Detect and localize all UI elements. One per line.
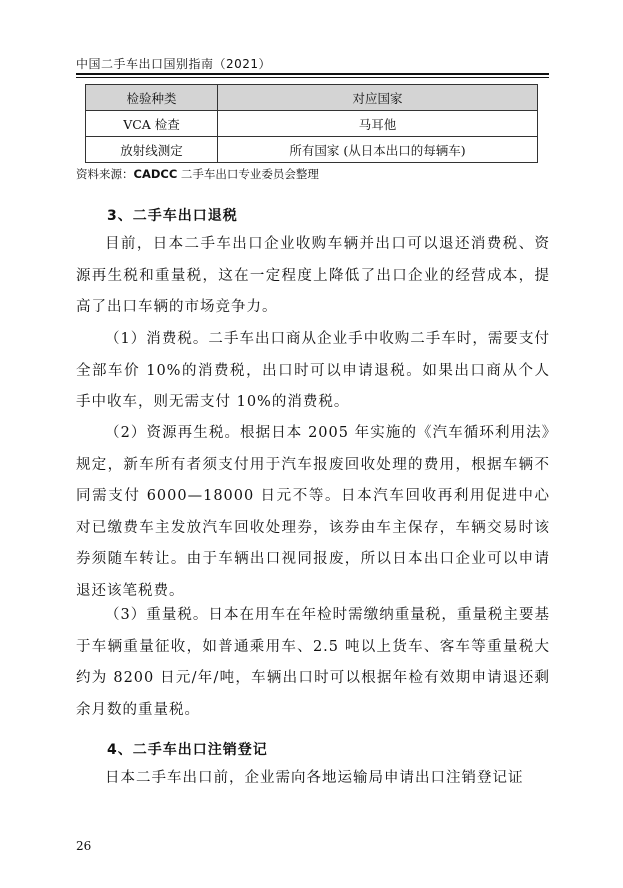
source-org: CADCC	[133, 167, 178, 181]
table-header-cell: 对应国家	[218, 85, 538, 111]
table-cell: VCA 检查	[86, 111, 218, 137]
header-rule-thick	[76, 73, 549, 75]
section-3-paragraph-recycling-tax: （2）资源再生税。根据日本 2005 年实施的《汽车循环利用法》规定，新车所有者须支付用于汽车报废回收处理的费用，根据车辆不同需支付 6000—18000 日元不等。日本汽车回收再利用促进中心对已缴费车主发放汽车回收处理券，该券由车主保存，车辆交易时该券须随车转让。由于车辆出口视同报废，所以日本出口企业可以申请退还该笔税费。	[76, 425, 550, 599]
section-4-paragraph: 日本二手车出口前，企业需向各地运输局申请出口注销登记证	[105, 770, 524, 786]
section-3-paragraph-consumption-tax: （1）消费税。二手车出口商从企业手中收购二手车时，需要支付全部车价 10%的消费税，出口时可以申请退税。如果出口商从个人手中收车，则无需支付 10%的消费税。	[76, 331, 550, 410]
header-rule-thin	[76, 77, 549, 78]
section-3-paragraph-intro: 目前，日本二手车出口企业收购车辆并出口可以退还消费税、资源再生税和重量税，这在一定程度上降低了出口企业的经营成本，提高了出口车辆的市场竞争力。	[76, 236, 550, 315]
table-source-note	[76, 166, 319, 182]
table-cell: 所有国家 (从日本出口的每辆车)	[218, 137, 538, 163]
table-cell: 放射线测定	[86, 137, 218, 163]
section-3-paragraph-weight-tax: （3）重量税。日本在用车在年检时需缴纳重量税，重量税主要基于车辆重量征收，如普通乘用车、2.5 吨以上货车、客车等重量税大约为 8200 日元/年/吨，车辆出口时可以根据年检有效期申请退还剩余月数的重量税。	[76, 607, 550, 718]
section-3-heading: 3、二手车出口退税	[107, 208, 238, 224]
section-4-heading: 4、二手车出口注销登记	[107, 742, 268, 758]
page-number: 26	[76, 839, 92, 853]
table-row	[86, 111, 538, 137]
source-text: 二手车出口专业委员会整理	[177, 167, 319, 181]
inspection-table	[85, 84, 538, 163]
running-header-title: 中国二手车出口国别指南（2021）	[76, 57, 272, 71]
source-label: 资料来源：	[76, 167, 134, 181]
table-cell: 马耳他	[218, 111, 538, 137]
table-row	[86, 137, 538, 163]
table-header-cell: 检验种类	[86, 85, 218, 111]
table-header-row	[86, 85, 538, 111]
